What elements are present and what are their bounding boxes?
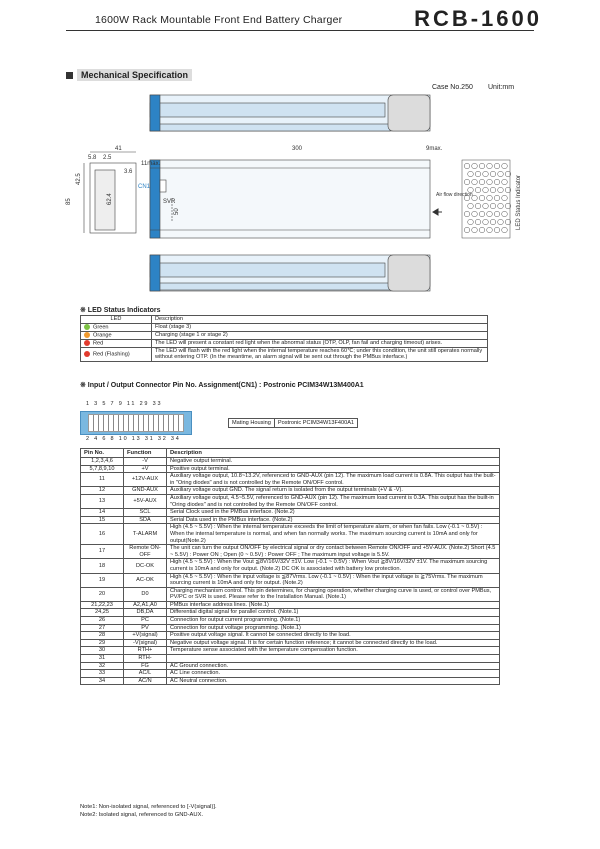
- table-row: [81, 662, 500, 670]
- pin-description: The unit can turn the output ON/OFF by electrical signal or dry contact between Remote ON/OFF and +5V-AUX. (Note.2) Short (4.5 ~ 5.5V) : Power ON ; Open (0 ~ 0.5V) : Power OFF ; The maximum input voltage is 5.5V.: [167, 545, 500, 559]
- airflow-label: Air flow direction: [436, 192, 473, 198]
- model-number: RCB-1600: [414, 6, 542, 31]
- led-section-title: ※ LED Status Indicators: [80, 307, 161, 314]
- pin-number: 30: [81, 647, 124, 655]
- led-indicator-label: LED Status Indicator: [516, 174, 522, 230]
- table-row: [81, 487, 500, 495]
- red-flashing-led-icon: [84, 351, 90, 357]
- pin-function: SCL: [124, 509, 167, 517]
- pin-description: Connection for output current programming. (Note.1): [167, 617, 500, 625]
- pin-function: RTH+: [124, 647, 167, 655]
- top-view: [150, 95, 430, 131]
- pin-number: 29: [81, 639, 124, 647]
- table-row: [81, 559, 500, 573]
- bottom-view: [150, 255, 430, 291]
- pin-function: DB,DA: [124, 609, 167, 617]
- pin-description: [167, 655, 500, 663]
- table-row: [81, 473, 500, 487]
- pin-function: T-ALARM: [124, 524, 167, 545]
- table-row: [81, 465, 500, 473]
- pin-description: High (4.5 ~ 5.5V) : When the internal temperature exceeds the limit of temperature alarm, or when fan fails. Low (-0.1 ~ 0.5V) : When the internal temperature is normal, and when fan normally works. The maximum sourcing current is 10mA and only for output(Note.2): [167, 524, 500, 545]
- pin-description: Negative output terminal.: [167, 458, 500, 466]
- table-row: [81, 494, 500, 508]
- dim-85: 85: [66, 198, 72, 205]
- pin-rows: [81, 458, 500, 685]
- pin-function: RTH-: [124, 655, 167, 663]
- pin-description: High (4.5 ~ 5.5V) : When the Vout ≦8V/16V/32V ±1V. Low (-0.1 ~ 0.5V) : When Vout ≧8V/16V/32V ±1V. The maximum sourcing current is 10mA and only for output. (Note.2) DC OK is associated with battery low protection.: [167, 559, 500, 573]
- pin-number: 15: [81, 516, 124, 524]
- table-row: [81, 601, 500, 609]
- pin-number: 34: [81, 677, 124, 685]
- pin-section-title: ※ Input / Output Connector Pin No. Assignment(CN1) : Postronic PCIM34W13M400A1: [80, 382, 364, 389]
- dim-50: 50: [174, 208, 180, 215]
- pin-function: -V(signal): [124, 639, 167, 647]
- unit-label: Unit:mm: [488, 84, 515, 91]
- pin-description: Connection for output voltage programming. (Note.1): [167, 624, 500, 632]
- pin-description: AC Line connection.: [167, 670, 500, 678]
- pin-function: GND-AUX: [124, 487, 167, 495]
- pin-number: 27: [81, 624, 124, 632]
- pin-number: 1,2,3,4,6: [81, 458, 124, 466]
- pin-description: Auxiliary voltage output, 4.5~5.5V, referenced to GND-AUX (pin 12). The maximum load current is 0.3A. This output has the built-in "Oring diodes" and is not controlled by the Remote ON/OFF control.: [167, 494, 500, 508]
- orange-led-icon: [84, 332, 90, 338]
- side-view: [150, 160, 430, 238]
- table-row: [81, 458, 500, 466]
- pin-function: SDA: [124, 516, 167, 524]
- table-row: [81, 632, 500, 640]
- connector-pin-numbers-bottom: 2 4 6 8 10 13 31 32 34: [86, 436, 181, 442]
- case-number: Case No.250: [432, 84, 473, 91]
- pin-number: 24,25: [81, 609, 124, 617]
- section-heading: Mechanical Specification: [66, 69, 192, 81]
- pin-function: -V: [124, 458, 167, 466]
- mating-housing-table: Mating Housing Postronic PCIM34W13F400A1: [228, 418, 358, 428]
- front-view: [84, 152, 136, 233]
- grille-holes: [464, 163, 511, 233]
- pin-function: +V: [124, 465, 167, 473]
- table-row: Red (Flashing) The LED will flash with the red light when the internal temperature reaches 60℃; under this condition, the unit still operates normally without entering OTP. (In the meantime, an alarm signal will be sent out through the PMBus interface.): [81, 347, 488, 361]
- header-pin-no: Pin No.: [81, 449, 124, 458]
- pin-number: 21,22,23: [81, 601, 124, 609]
- pin-function: FG: [124, 662, 167, 670]
- airflow-arrow-icon: [433, 209, 442, 215]
- pin-description: Temperature sense associated with the temperature compensation function.: [167, 647, 500, 655]
- pin-description: Negative output voltage signal. It is for certain function reference; it cannot be connected directly to the load.: [167, 639, 500, 647]
- pin-function: Remote ON-OFF: [124, 545, 167, 559]
- pin-number: 20: [81, 587, 124, 601]
- pin-assignment-table: [80, 448, 500, 685]
- table-row: Red The LED will present a constant red light when the abnormal status (OTP, OLP, fan fail and charging timeout) arises.: [81, 339, 488, 347]
- red-led-icon: [84, 340, 90, 346]
- footnotes: Note1: Non-isolated signal, referenced to [-V(signal)]. Note2: Isolated signal, referenced to GND-AUX.: [80, 804, 217, 818]
- pin-function: AC/L: [124, 670, 167, 678]
- pin-description: Auxiliary voltage output, 10.8~13.2V, referenced to GND-AUX (pin 12). The maximum load current is 0.8A. This output has the built-in "Oring diodes" and is not controlled by the Remote ON/OFF control.: [167, 473, 500, 487]
- dim-11max: 11max.: [141, 161, 161, 167]
- pin-function: DC-OK: [124, 559, 167, 573]
- pin-function: +5V-AUX: [124, 494, 167, 508]
- pin-number: 19: [81, 573, 124, 587]
- pin-number: 12: [81, 487, 124, 495]
- dim-2-5: 2.5: [103, 155, 112, 161]
- pin-number: 13: [81, 494, 124, 508]
- table-row: Orange Charging (stage 1 or stage 2): [81, 331, 488, 339]
- pin-number: 11: [81, 473, 124, 487]
- pin-description: PMBus interface address lines. (Note.1): [167, 601, 500, 609]
- table-row: [81, 624, 500, 632]
- table-row: [81, 647, 500, 655]
- pin-description: Charging mechanism control. This pin determines, for charging operation, whether charging curve is used, or control over PMBus, PV/PC or SVR is used. Please refer to the Installation Manual. (Note.1): [167, 587, 500, 601]
- pin-number: 32: [81, 662, 124, 670]
- pin-function: A2,A1,A0: [124, 601, 167, 609]
- table-row: [81, 573, 500, 587]
- pin-description: Serial Clock used in the PMBus interface. (Note.2): [167, 509, 500, 517]
- pin-number: 26: [81, 617, 124, 625]
- pin-number: 18: [81, 559, 124, 573]
- pin-number: 5,7,8,9,10: [81, 465, 124, 473]
- table-row: [81, 670, 500, 678]
- pin-description: AC Neutral connection.: [167, 677, 500, 685]
- svr-label: SVR: [163, 199, 176, 205]
- dim-3-6: 3.6: [124, 169, 133, 175]
- pin-function: PV: [124, 624, 167, 632]
- pin-description: Positive output voltage signal. It cannot be connected directly to the load.: [167, 632, 500, 640]
- led-table: [80, 315, 488, 362]
- pin-function: +V(signal): [124, 632, 167, 640]
- pin-function: PC: [124, 617, 167, 625]
- pin-number: 14: [81, 509, 124, 517]
- pin-function: +12V-AUX: [124, 473, 167, 487]
- pin-number: 28: [81, 632, 124, 640]
- pin-description: High (4.5 ~ 5.5V) : When the input voltage is ≦87Vrms. Low (-0.1 ~ 0.5V) : When the input voltage is ≧75Vrms. The maximum sourcing current is 10mA and only for output. (Note.2): [167, 573, 500, 587]
- pin-description: Serial Data used in the PMBus interface. (Note.2): [167, 516, 500, 524]
- table-row: [81, 617, 500, 625]
- dim-300: 300: [292, 146, 303, 152]
- table-row: [81, 509, 500, 517]
- header-function: Function: [124, 449, 167, 458]
- led-header-led: LED: [81, 316, 152, 324]
- pin-number: 31: [81, 655, 124, 663]
- green-led-icon: [84, 324, 90, 330]
- pin-number: 33: [81, 670, 124, 678]
- dim-62-4: 62.4: [107, 193, 113, 205]
- pin-description: AC Ground connection.: [167, 662, 500, 670]
- connector-pin-numbers-top: 1 3 5 7 9 11 29 33: [86, 401, 163, 407]
- table-row: [81, 524, 500, 545]
- connector-pins: [88, 414, 184, 432]
- pin-function: D0: [124, 587, 167, 601]
- table-row: [81, 609, 500, 617]
- dim-5-8: 5.8: [88, 155, 97, 161]
- table-row: [81, 587, 500, 601]
- pin-number: 17: [81, 545, 124, 559]
- dim-9max: 9max.: [426, 146, 443, 152]
- pin-description: Auxiliary voltage output GND. The signal return is isolated from the output terminals (+V & -V).: [167, 487, 500, 495]
- table-row: [81, 545, 500, 559]
- dim-41: 41: [115, 146, 122, 152]
- table-row: [81, 655, 500, 663]
- table-row: [81, 677, 500, 685]
- header-description: Description: [167, 449, 500, 458]
- table-row: Green Float (stage 3): [81, 323, 488, 331]
- dim-42-5: 42.5: [76, 173, 82, 185]
- pin-description: Positive output terminal.: [167, 465, 500, 473]
- pin-function: AC-OK: [124, 573, 167, 587]
- table-row: [81, 516, 500, 524]
- pin-description: Differential digital signal for parallel control. (Note.1): [167, 609, 500, 617]
- document-title: 1600W Rack Mountable Front End Battery Charger: [95, 14, 343, 26]
- pin-function: AC/N: [124, 677, 167, 685]
- led-header-description: Description: [152, 316, 488, 324]
- cn1-label: CN1: [138, 184, 151, 190]
- pin-number: 16: [81, 524, 124, 545]
- table-row: [81, 639, 500, 647]
